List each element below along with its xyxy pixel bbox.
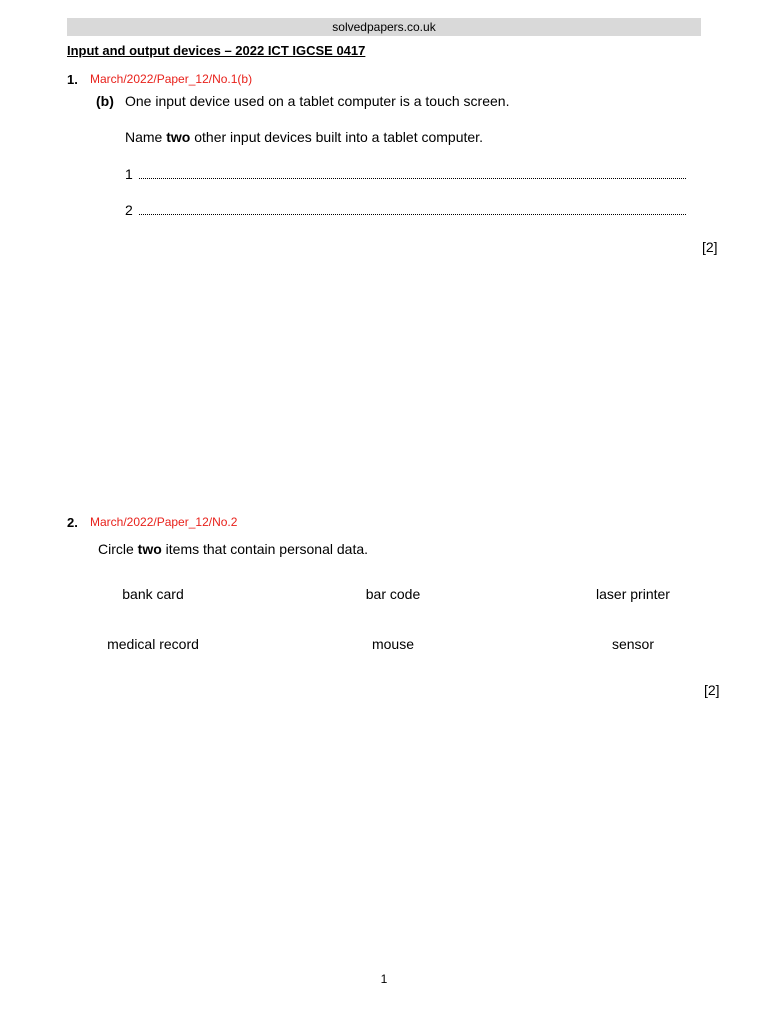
question-2-reference: March/2022/Paper_12/No.2	[90, 515, 238, 529]
option-bar-code[interactable]: bar code	[365, 586, 421, 602]
option-sensor[interactable]: sensor	[611, 636, 655, 652]
question-1-prompt-post: other input devices built into a tablet computer.	[190, 129, 483, 145]
answer-line-2-number: 2	[125, 202, 133, 218]
answer-line-1[interactable]	[139, 178, 686, 179]
question-2-prompt-pre: Circle	[98, 541, 138, 557]
question-1-prompt	[125, 129, 483, 145]
question-1-number: 1.	[67, 72, 78, 87]
option-bank-card[interactable]: bank card	[122, 586, 184, 602]
page-number: 1	[380, 972, 388, 986]
site-header-bar	[67, 18, 701, 36]
answer-line-1-number: 1	[125, 166, 133, 182]
question-2-prompt	[98, 541, 368, 557]
question-2-prompt-bold: two	[137, 541, 162, 557]
option-mouse[interactable]: mouse	[371, 636, 415, 652]
question-1-part-label: (b)	[96, 93, 114, 109]
question-2-marks: [2]	[704, 682, 720, 698]
answer-line-2[interactable]	[139, 214, 686, 215]
question-2-prompt-post: items that contain personal data.	[161, 541, 369, 557]
question-1-statement: One input device used on a tablet computer is a touch screen.	[125, 93, 510, 109]
question-1-reference: March/2022/Paper_12/No.1(b)	[90, 72, 253, 86]
question-1-prompt-pre: Name	[125, 129, 167, 145]
question-1-prompt-bold: two	[166, 129, 191, 145]
question-1-marks: [2]	[702, 239, 718, 255]
site-name: solvedpapers.co.uk	[332, 20, 436, 34]
option-medical-record[interactable]: medical record	[107, 636, 199, 652]
option-laser-printer[interactable]: laser printer	[596, 586, 670, 602]
question-2-number: 2.	[67, 515, 78, 530]
document-title: Input and output devices – 2022 ICT IGCSE 0417	[67, 43, 366, 58]
